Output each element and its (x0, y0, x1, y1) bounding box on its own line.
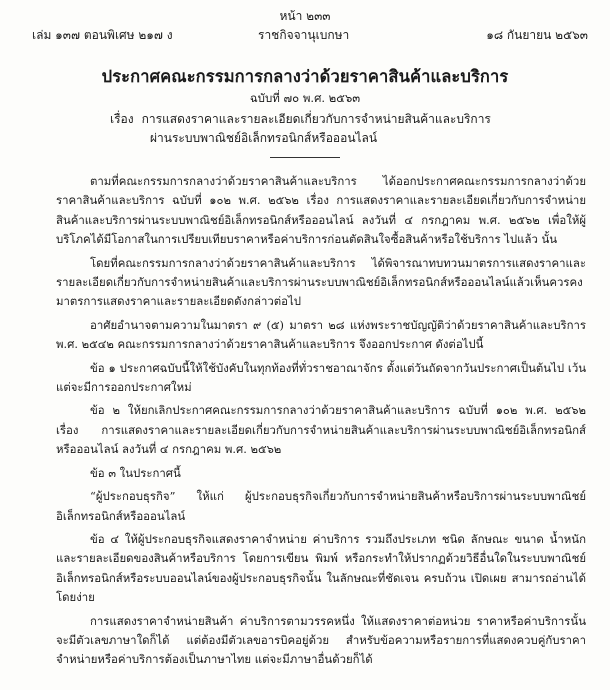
divider (270, 157, 340, 158)
announcement-body (56, 172, 586, 674)
paragraph: ข้อ ๒ ให้ยกเลิกประกาศคณะกรรมการกลางว่าด้วยราคาสินค้าและบริการ ฉบับที่ ๑๐๒ พ.ศ. ๒๕๖๒ เรื่อง การแสดงราคาและรายละเอียดเกี่ยวกับการจำหน่ายสินค้าและบริการผ่านระบบพาณิชย์อิเล็กทรอนิกส์หรือออนไลน์ ลงวันที่ ๔ กรกฎาคม พ.ศ. ๒๕๖๒ (56, 403, 586, 457)
announcement-subject (110, 110, 530, 148)
paragraph: การแสดงราคาจำหน่ายสินค้า ค่าบริการตามวรรคหนึ่ง ให้แสดงราคาต่อหน่วย ราคาหรือค่าบริการนั้นจะมีตัวเลขภาษาใดก็ได้ แต่ต้องมีตัวเลขอารบิคอยู่ด้วย สำหรับข้อความหรือรายการที่แสดงควบคู่กับราคาจำหน่ายหรือค่าบริการต้องเป็นภาษาไทย แต่จะมีภาษาอื่นด้วยก็ได้ (56, 613, 586, 667)
announcement-title: ประกาศคณะกรรมการกลางว่าด้วยราคาสินค้าและบริการ (101, 67, 509, 86)
gazette-header (32, 26, 588, 42)
publication-date: ๑๘ กันยายน ๒๕๖๓ (486, 28, 588, 42)
paragraph: ข้อ ๔ ให้ผู้ประกอบธุรกิจแสดงราคาจำหน่าย ค่าบริการ รวมถึงประเภท ชนิด ลักษณะ ขนาด น้ำหนัก และรายละเอียดของสินค้าหรือบริการ โดยการเขียน พิมพ์ หรือกระทำให้ปรากฏด้วยวิธีอื่นใดในระบบพาณิชย์อิเล็กทรอนิกส์หรือระบบออนไลน์ของผู้ประกอบธุรกิจนั้น ในลักษณะที่ชัดเจน ครบถ้วน เปิดเผย สามารถอ่านได้โดยง่าย (56, 531, 586, 605)
paragraph: ข้อ ๑ ประกาศฉบับนี้ให้ใช้บังคับในทุกท้องที่ทั่วราชอาณาจักร ตั้งแต่วันถัดจากวันประกาศเป็นต้นไป เว้นแต่จะมีการออกประกาศใหม่ (56, 360, 586, 395)
page-number: หน้า ๒๓๓ (279, 9, 331, 23)
paragraph: ข้อ ๓ ในประกาศนี้ (90, 465, 181, 480)
paragraph: อาศัยอำนาจตามความในมาตรา ๙ (๕) มาตรา ๒๘ แห่งพระราชบัญญัติว่าด้วยราคาสินค้าและบริการ พ.ศ. ๒๕๔๒ คณะกรรมการกลางว่าด้วยราคาสินค้าและบริการ จึงออกประกาศ ดังต่อไปนี้ (56, 317, 586, 352)
subject-line-2: ผ่านระบบพาณิชย์อิเล็กทรอนิกส์หรือออนไลน์ (150, 131, 378, 145)
announcement-number: ฉบับที่ ๗๐ พ.ศ. ๒๕๖๓ (249, 91, 361, 105)
paragraph: ตามที่คณะกรรมการกลางว่าด้วยราคาสินค้าและบริการ ได้ออกประกาศคณะกรรมการกลางว่าด้วยราคาสินค้าและบริการ ฉบับที่ ๑๐๒ พ.ศ. ๒๕๖๒ เรื่อง การแสดงราคาและรายละเอียดเกี่ยวกับการจำหน่ายสินค้าและบริการผ่านระบบพาณิชย์อิเล็กทรอนิกส์หรือออนไลน์ ลงวันที่ ๔ กรกฎาคม พ.ศ. ๒๕๖๒ เพื่อให้ผู้บริโภคได้มีโอกาสในการเปรียบเทียบราคาหรือค่าบริการก่อนตัดสินใจซื้อสินค้าหรือใช้บริการ ไปแล้ว นั้น (56, 174, 586, 247)
gazette-name: ราชกิจจานุเบกษา (258, 28, 350, 42)
paragraph: “ผู้ประกอบธุรกิจ” ให้แก่ ผู้ประกอบธุรกิจเกี่ยวกับการจำหน่ายสินค้าหรือบริการผ่านระบบพาณิชย์อิเล็กทรอนิกส์หรือออนไลน์ (56, 489, 586, 523)
paragraph: โดยที่คณะกรรมการกลางว่าด้วยราคาสินค้าและบริการ ได้พิจารณาทบทวนมาตรการแสดงราคาและรายละเอียดเกี่ยวกับการจำหน่ายสินค้าและบริการผ่านระบบพาณิชย์อิเล็กทรอนิกส์หรือออนไลน์แล้วเห็นควรคงมาตรการแสดงราคาและรายละเอียดดังกล่าวต่อไป (56, 255, 586, 309)
volume-info: เล่ม ๑๓๗ ตอนพิเศษ ๒๑๗ ง (32, 28, 173, 42)
subject-line-1: การแสดงราคาและรายละเอียดเกี่ยวกับการจำหน่ายสินค้าและบริการ (141, 112, 491, 126)
subject-label: เรื่อง (110, 112, 134, 126)
